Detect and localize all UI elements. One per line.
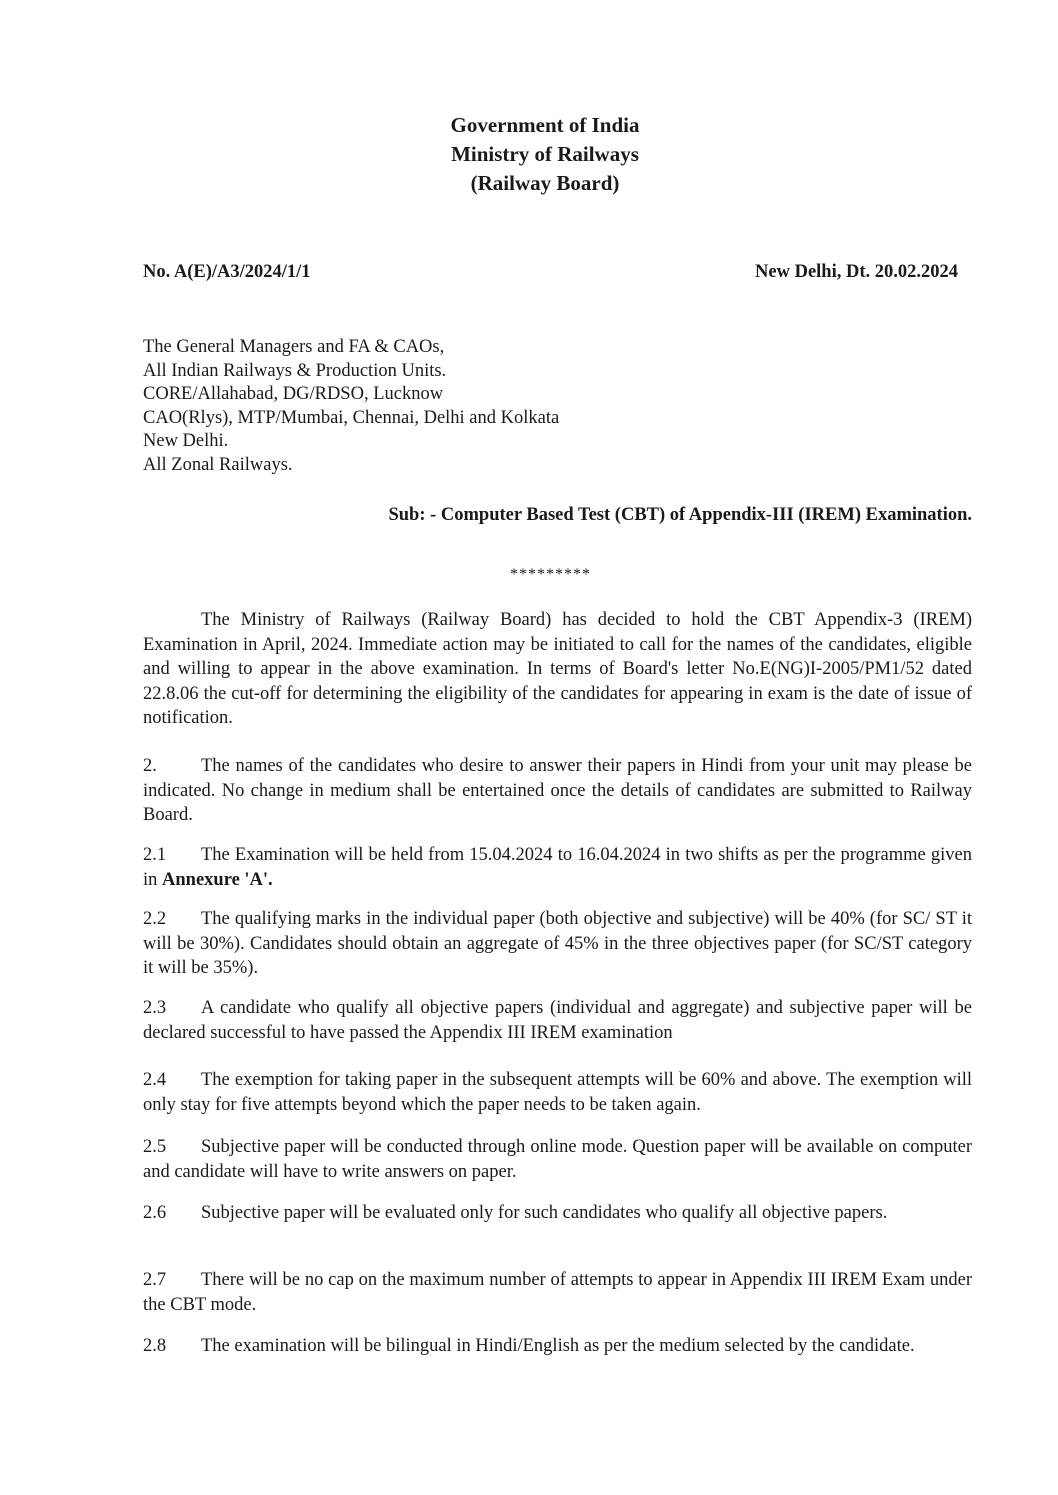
- paragraph-2: [143, 754, 972, 828]
- paragraph-text: There will be no cap on the maximum number of attempts to appear in Appendix III IREM Exam under the CBT mode.: [143, 1270, 972, 1315]
- addressee-line: CORE/Allahabad, DG/RDSO, Lucknow: [143, 384, 444, 405]
- paragraph-number: 2.5: [143, 1137, 167, 1157]
- letterhead: [0, 111, 1058, 198]
- addressee-line: The General Managers and FA & CAOs,: [143, 337, 445, 357]
- paragraph-text: The Examination will be held from 15.04.2024 to 16.04.2024 in two shifts as per the programme given in: [143, 845, 972, 890]
- paragraph-2-2: [143, 907, 972, 981]
- paragraph-text: The exemption for taking paper in the subsequent attempts will be 60% and above. The exemption will only stay for five attempts beyond which the paper needs to be taken again.: [143, 1070, 972, 1115]
- paragraph-2-3: [143, 996, 972, 1045]
- paragraph-2-5: [143, 1135, 972, 1184]
- paragraph-number: 2.2: [143, 909, 167, 929]
- letterhead-board: (Railway Board): [470, 171, 620, 195]
- paragraph-number: 2.7: [143, 1270, 167, 1290]
- annexure-reference: Annexure 'A'.: [162, 869, 273, 890]
- letterhead-ministry: Ministry of Railways: [451, 142, 639, 166]
- paragraph-number: 2.4: [143, 1070, 167, 1090]
- reference-number: No. A(E)/A3/2024/1/1: [143, 262, 311, 282]
- addressee-block: [143, 336, 559, 478]
- paragraph-1: [143, 608, 972, 731]
- subject-line: Sub: - Computer Based Test (CBT) of Appendix-III (IREM) Examination.: [388, 505, 972, 525]
- paragraph-number: 2.: [143, 756, 157, 776]
- paragraph-2-6: [143, 1201, 972, 1226]
- addressee-line: All Indian Railways & Production Units.: [143, 360, 447, 381]
- paragraph-number: 2.1: [143, 845, 167, 865]
- paragraph-number: 2.3: [143, 998, 167, 1018]
- separator: *********: [510, 566, 591, 583]
- paragraph-text: The Ministry of Railways (Railway Board) has decided to hold the CBT Appendix-3 (IREM) Examination in April, 2024. Immediate action may be initiated to call for the names of the candidates, eligible and willing to appear in the above examination. In terms of Board's letter No.E(NG)I-2005/PM1/52 dated 22.8.06 the cut-off for determining the eligibility of the candidates for appearing in exam is the date of issue of notification.: [143, 610, 972, 728]
- paragraph-number: 2.8: [143, 1336, 167, 1356]
- addressee-line: All Zonal Railways.: [143, 454, 293, 475]
- paragraph-text: Subjective paper will be evaluated only for such candidates who qualify all objective papers.: [201, 1203, 888, 1223]
- paragraph-number: 2.6: [143, 1203, 167, 1223]
- paragraph-text: The names of the candidates who desire to answer their papers in Hindi from your unit may please be indicated. No change in medium shall be entertained once the details of candidates are submitted to Railway Board.: [143, 756, 972, 825]
- letterhead-government: Government of India: [450, 113, 640, 137]
- addressee-line: CAO(Rlys), MTP/Mumbai, Chennai, Delhi and Kolkata: [143, 407, 560, 428]
- addressee-line: New Delhi.: [143, 431, 229, 452]
- paragraph-2-4: [143, 1068, 972, 1117]
- paragraph-text: A candidate who qualify all objective papers (individual and aggregate) and subjective paper will be declared successful to have passed the Appendix III IREM examination: [143, 998, 972, 1043]
- paragraph-2-1: [143, 843, 972, 892]
- place-date: New Delhi, Dt. 20.02.2024: [755, 262, 958, 282]
- paragraph-text: Subjective paper will be conducted through online mode. Question paper will be available on computer and candidate will have to write answers on paper.: [143, 1137, 972, 1182]
- paragraph-text: The examination will be bilingual in Hindi/English as per the medium selected by the candidate.: [201, 1336, 915, 1356]
- paragraph-2-8: [143, 1334, 972, 1359]
- paragraph-2-7: [143, 1268, 972, 1317]
- paragraph-text: The qualifying marks in the individual paper (both objective and subjective) will be 40% (for SC/ ST it will be 30%). Candidates should obtain an aggregate of 45% in the three objectives paper (for SC/ST category it will be 35%).: [143, 909, 972, 978]
